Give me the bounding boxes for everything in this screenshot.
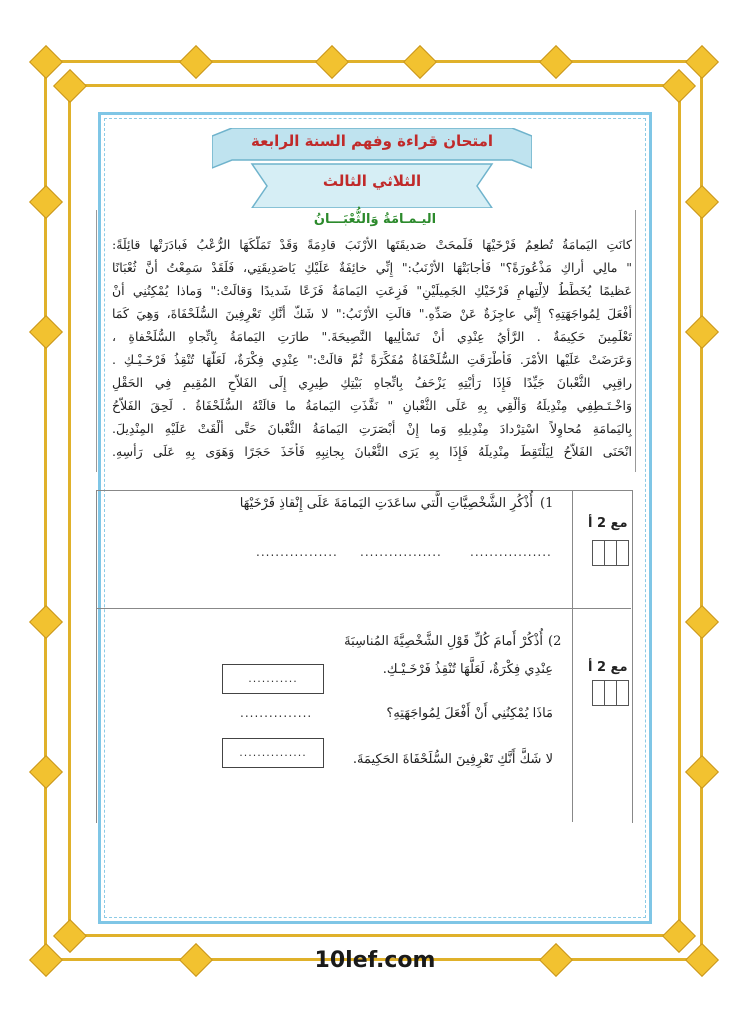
diamond-ornament-icon [539, 45, 573, 79]
diamond-ornament-icon [539, 943, 573, 977]
diamond-ornament-icon [53, 69, 87, 103]
diamond-ornament-icon [685, 755, 719, 789]
diamond-ornament-icon [179, 943, 213, 977]
question-separator [96, 608, 631, 609]
answer-line[interactable]: ................. [470, 545, 552, 559]
story-line: بِاليَمامَةِ مُحاوِلاً اسْتِرْدادَ مِنْدِيلِهِ وَما إِنْ أَبْصَرَتِ اليَمامَةُ الثُّعْبانَ حَتَّى أَلْقَتْ عَلَيْهِ المِنْدِيلَ. [112, 421, 632, 436]
question-2-mark: مع 2 أ [588, 660, 628, 675]
score-box[interactable] [592, 680, 629, 706]
story-line: " مالِي أَراكِ مَذْعُورَةً؟" فَأَجابَتْهَا الأرْنَبُ:" إِنِّي خائِفَةٌ عَلَيْكِ يَاصَدِيقَتِي، فَلَقَدْ سَمِعْتُ أَنَّ ثُعْبَانًا [112, 260, 632, 275]
diamond-ornament-icon [662, 919, 696, 953]
diamond-ornament-icon [685, 605, 719, 639]
quote-3: لا شَكَّ أَنَّكِ تَعْرِفِينَ السُّلَحْفَاةَ الحَكِيمَةَ. [352, 752, 553, 767]
answer-placeholder[interactable]: ............... [240, 706, 313, 720]
diamond-ornament-icon [685, 315, 719, 349]
story-line: كانَتِ اليَمامَةُ تُطعِمُ فَرْخَيْهَا فَلَمحَتْ صَديقَتَها الأرْنَبَ قادِمَةً وَقَدْ تَمَلَّكَهَا الرُّعْبُ فَبادَرَتْها قائِلَةً: [112, 237, 632, 252]
answer-box-3[interactable] [222, 738, 324, 768]
diamond-ornament-icon [179, 45, 213, 79]
diamond-ornament-icon [685, 943, 719, 977]
marks-column-divider [572, 490, 573, 822]
answer-line[interactable]: ................. [360, 545, 442, 559]
question-2-number: 2) [548, 634, 562, 649]
question-2-text: أُذْكُرْ أَمامَ كُلِّ قَوْلِ الشَّخْصِيَّةَ المُناسِبَةَ [344, 634, 543, 649]
exam-title: امتحان قراءة وفهم السنة الرابعة [250, 132, 493, 150]
question-1-mark: مع 2 أ [588, 516, 628, 531]
story-line: انْحَنَى الفَلاَّحُ لِيَلْتَقِطَ مِنْدِيلَهُ فَإِذَا بِهِ يَرَى الثُّعْبانَ بِجانِبِهِ فَأَخَذَ حَجَرًا وَهَوَى بِهِ عَلَى رَأْسِهِ. [112, 444, 632, 459]
diamond-ornament-icon [29, 755, 63, 789]
quote-1: عِنْدِي فِكْرَةٌ، لَعَلَّهَا تُنْقِذُ فَرْخَـيْـكِ. [382, 662, 553, 677]
diamond-ornament-icon [29, 315, 63, 349]
question-1-text: أُذْكُرِ الشَّخْصِيَّاتِ الَّتي ساعَدَتِ اليَمامَةَ عَلَى إِنْقاذِ فَرْخَيْهَا [239, 496, 533, 511]
story-line: وَاخْـتَـطِفِي مِنْدِيلَهُ وَأَلْقِي بِهِ عَلَى الثُّعْبانِ " نَفَّذَتِ اليَمامَةُ ما قالَتْهُ السُّلَحْفَاةُ . لَحِقَ الفَلاَّحُ [112, 398, 632, 413]
story-line: تَعْلَمِينَ حَكِيمَةٌ . الرَّأْيُ عِنْدِي أَنْ تَسْأَلِيها النَّصِيحَةَ." طارَتِ اليَمامَةُ بِاتِّجاهِ السُّلَحْفاةِ ، [112, 329, 632, 344]
answer-placeholder: ........... [248, 672, 298, 685]
story-line: عَظيمًا يُخَطِّطُ لاِلْتِهامِ فَرْخَيْكِ الجَمِيلَيْنِ" فَزِعَتِ اليَمامَةُ فَزَعًا شَديدًا وَقالَتْ:" وَماذا يُمْكِنُنِي أنْ [112, 283, 632, 298]
diamond-ornament-icon [685, 45, 719, 79]
diamond-ornament-icon [403, 45, 437, 79]
diamond-ornament-icon [662, 69, 696, 103]
story-line: أَفْعَلَ لِمُواجَهَتِهِ؟ إِنِّي عاجِزَةٌ عَنْ صَدِّهِ." قالَتِ الأرْنَبُ:" لا شَكَّ أَنَّكِ تَعْرِفِينَ السُّلَحْفَاةَ، وَهِيَ كَمَا [112, 306, 632, 321]
quote-2: مَاذَا يُمْكِنُنِي أَنْ أَفْعَلَ لِمُواجَهَتِهِ؟ [386, 706, 553, 721]
answer-line[interactable]: ................. [256, 545, 338, 559]
diamond-ornament-icon [29, 943, 63, 977]
story-line: راقِبِي الثُّعْبانَ جَيِّدًا فَإِذَا رَأَيْتِهِ يَزْحَفُ بِاتِّجاهِ بَيْتِكِ طِيرِي إِلَى الفَلاَّحِ المُقِيمِ فِي الحَقْلِ [112, 375, 632, 390]
diamond-ornament-icon [53, 919, 87, 953]
answer-placeholder: ............... [239, 746, 307, 759]
story-title: اليـمـامَةُ وَالثُّعْبَـــانُ [313, 212, 437, 227]
exam-term: الثلاثي الثالث [322, 172, 422, 190]
diamond-ornament-icon [29, 605, 63, 639]
site-watermark: 10lef.com [314, 948, 436, 973]
diamond-ornament-icon [29, 185, 63, 219]
diamond-ornament-icon [685, 185, 719, 219]
answer-box-1[interactable] [222, 664, 324, 694]
story-line: وَعَرَضَتْ عَلَيْها الأمْرَ. فَأَطْرَقَتِ السُّلَحْفَاةُ مُفَكِّرَةً ثُمَّ قالَتْ:" عِنْدِي فِكْرَةٌ، لَعَلَّهَا تُنْقِذُ فَرْخَـيْـكِ . [112, 352, 632, 367]
questions-area [96, 490, 633, 823]
diamond-ornament-icon [29, 45, 63, 79]
score-box[interactable] [592, 540, 629, 566]
question-1-number: 1) [540, 496, 554, 511]
diamond-ornament-icon [315, 45, 349, 79]
